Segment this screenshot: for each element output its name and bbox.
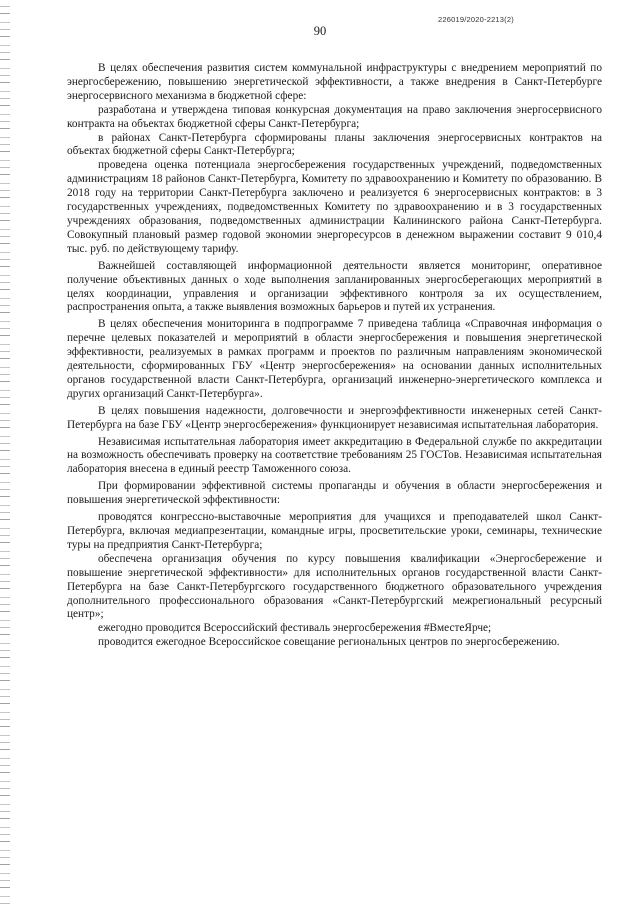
paragraph: проведена оценка потенциала энергосбережения государственных учреждений, подведомственных администрациям 18 районов Санкт-Петербурга, Комитету по здравоохранению и Комитету по образованию. В 2018 году на территории Санкт-Петербурга заключено и реализуется 6 энергосервисных контрактов: в 3 государственных учреждениях, подведомственных Комитету по здравоохранению и в 3 государственных учреждениях образования, подведомственных администрации Калининского района Санкт-Петербурга. Совокупный плановый размер годовой экономии энергоресурсов в денежном выражении составит 9 010,4 тыс. руб. по действующему тарифу. bbox=[67, 159, 602, 255]
document-registration-number: 226019/2020-2213(2) bbox=[438, 15, 514, 24]
document-body bbox=[67, 62, 602, 650]
paragraph: Независимая испытательная лаборатория имеет аккредитацию в Федеральной службе по аккредитации на возможность обеспечивать проверку на соответствие требованиям 25 ГОСТов. Независимая испытательная лаборатория внесена в единый реестр Таможенного союза. bbox=[67, 435, 602, 476]
paragraph: При формировании эффективной системы пропаганды и обучения в области энергосбережения и повышения энергетической эффективности: bbox=[67, 480, 602, 507]
scan-edge-artifact bbox=[0, 0, 10, 905]
paragraph: В целях обеспечения развития систем коммунальной инфраструктуры с внедрением мероприятий по энергосбережению, повышению энергетической эффективности, а также внедрения в Санкт-Петербурге энергосервисного механизма в бюджетной сфере: bbox=[67, 62, 602, 102]
paragraph: В целях повышения надежности, долговечности и энергоэффективности инженерных сетей Санкт-Петербурга на базе ГБУ «Центр энергосбережения» функционирует независимая испытательная лаборатория. bbox=[67, 404, 602, 431]
paragraph: ежегодно проводится Всероссийский фестиваль энергосбережения #ВместеЯрче; bbox=[98, 622, 492, 635]
paragraph: Важнейшей составляющей информационной деятельности является мониторинг, оперативное получение объективных данных о ходе выполнения запланированных энергосберегающих мероприятий в целях координации, управления и организации эффективного контроля за их осуществлением, распространения опыта, а также выявления возможных барьеров и путей их устранения. bbox=[67, 259, 602, 314]
paragraph: проводятся конгрессно-выставочные мероприятия для учащихся и преподавателей школ Санкт-Петербурга, включая медиапрезентации, командные игры, просветительские уроки, семинары, технические туры на предприятия Санкт-Петербурга; bbox=[67, 511, 602, 551]
paragraph: в районах Санкт-Петербурга сформированы планы заключения энергосервисных контрактов на объектах бюджетной сферы Санкт-Петербурга; bbox=[67, 131, 602, 158]
paragraph: разработана и утверждена типовая конкурсная документация на право заключения энергосервисного контракта на объектах бюджетной сферы Санкт-Петербурга; bbox=[67, 103, 602, 130]
paragraph: обеспечена организация обучения по курсу повышения квалификации «Энергосбережение и повышение энергетической эффективности» для исполнительных органов государственной власти Санкт-Петербурга на базе Санкт-Петербургского государственного бюджетного образовательного учреждения дополнительного профессионального образования «Санкт-Петербургский межрегиональный ресурсный центр»; bbox=[67, 552, 602, 621]
paragraph: В целях обеспечения мониторинга в подпрограмме 7 приведена таблица «Справочная информация о перечне целевых показателей и мероприятий в области энергосбережения и повышения энергетической эффективности, реализуемых в рамках программ и проектов по различным направлениям экономической деятельности, сформированных ГБУ «Центр энергосбережения» на основании данных исполнительных органов государственной власти Санкт-Петербурга, организаций инженерно-энергетического комплекса и других организаций Санкт-Петербурга». bbox=[67, 318, 602, 400]
page-number: 90 bbox=[313, 24, 327, 38]
paragraph: проводится ежегодное Всероссийское совещание региональных центров по энергосбережению. bbox=[98, 636, 560, 649]
